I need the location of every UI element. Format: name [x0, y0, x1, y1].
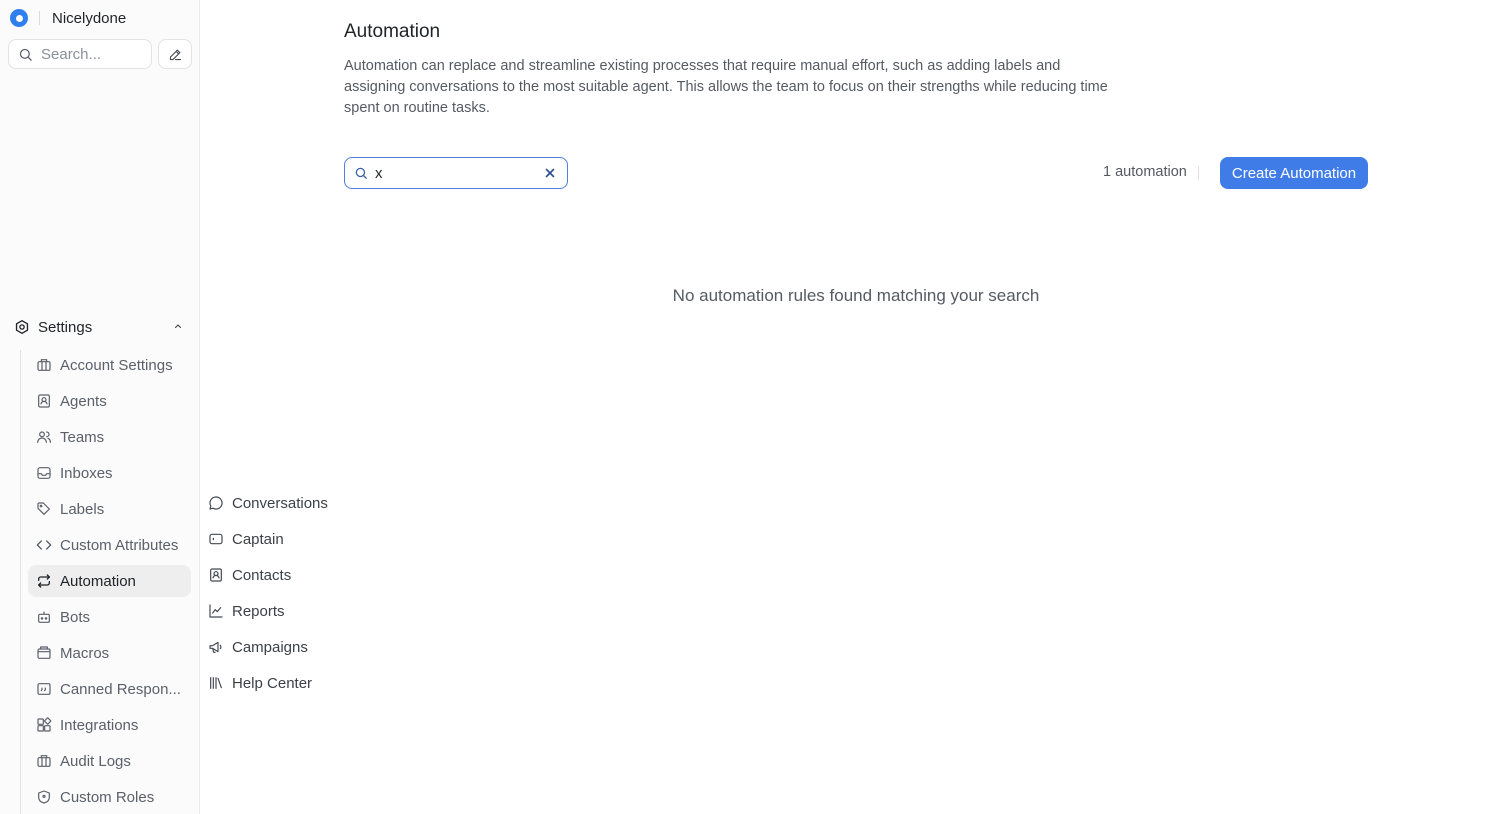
sidebar-item-label: Audit Logs — [60, 752, 131, 770]
search-icon — [354, 166, 368, 180]
automation-search[interactable] — [344, 157, 568, 189]
sidebar-item-teams[interactable] — [28, 421, 191, 453]
sidebar-item-label: Custom Roles — [60, 788, 155, 806]
compose-button[interactable] — [158, 39, 192, 69]
sidebar-item-label: Bots — [60, 608, 91, 626]
settings-tree-line — [20, 350, 21, 814]
create-automation-button[interactable]: Create Automation — [1220, 157, 1368, 189]
sidebar-item-account-settings[interactable] — [28, 349, 191, 381]
sidebar-item-label: Labels — [60, 500, 105, 518]
shield-icon — [36, 789, 52, 805]
brand-separator — [39, 11, 40, 25]
sidebar-item-custom-roles[interactable] — [28, 781, 191, 813]
gear-icon — [14, 319, 30, 335]
sidebar-item-agents[interactable] — [28, 385, 191, 417]
toolbar-divider — [1198, 166, 1199, 180]
sidebar-item-canned-responses[interactable] — [28, 673, 191, 705]
sidebar-item-inboxes[interactable] — [28, 457, 191, 489]
sidebar-item-label: Canned Respon... — [60, 680, 181, 698]
sidebar-item-labels[interactable] — [28, 493, 191, 525]
sidebar-item-label: Conversations — [232, 494, 328, 512]
sidebar-item-label: Settings — [38, 318, 93, 336]
sidebar-item-bots[interactable] — [28, 601, 191, 633]
sidebar-item-label: Captain — [232, 530, 284, 548]
pencil-icon — [168, 47, 183, 62]
audit-icon — [36, 753, 52, 769]
sidebar-item-label: Agents — [60, 392, 107, 410]
page-description: Automation can replace and streamline existing processes that require manual effort, such as adding labels and assigning conversations to the most suitable agent. This allows the team to focus on their strengths while reducing time spent on routine tasks. — [344, 58, 1108, 116]
chevron-up-icon[interactable] — [172, 320, 184, 332]
automation-search-input[interactable] — [375, 165, 525, 182]
main-content — [200, 0, 1512, 814]
sidebar-item-automation[interactable] — [28, 565, 191, 597]
integrations-icon — [36, 717, 52, 733]
sidebar-item-label: Contacts — [232, 566, 292, 584]
agent-icon — [36, 393, 52, 409]
sidebar-item-label: Macros — [60, 644, 110, 662]
sidebar-search-placeholder: Search... — [41, 45, 102, 63]
brand-logo-icon — [10, 9, 28, 27]
sidebar-item-label: Custom Attributes — [60, 536, 179, 554]
sidebar-item-label: Integrations — [60, 716, 139, 734]
sidebar-item-macros[interactable] — [28, 637, 191, 669]
users-icon — [36, 429, 52, 445]
sidebar-item-label: Campaigns — [232, 638, 308, 656]
sidebar-item-custom-attributes[interactable] — [28, 529, 191, 561]
search-icon — [18, 47, 33, 62]
sidebar-item-label: Teams — [60, 428, 105, 446]
automation-count: 1 automation — [1103, 164, 1187, 180]
sidebar-item-label: Account Settings — [60, 356, 173, 374]
code-icon — [36, 537, 52, 553]
sidebar-item-audit-logs[interactable] — [28, 745, 191, 777]
sidebar-item-integrations[interactable] — [28, 709, 191, 741]
quote-icon — [36, 681, 52, 697]
brand[interactable] — [10, 8, 126, 28]
clear-search-icon[interactable] — [543, 166, 557, 180]
briefcase-icon — [36, 357, 52, 373]
page-title: Automation — [344, 21, 441, 42]
repeat-icon — [36, 573, 52, 589]
macro-icon — [36, 645, 52, 661]
sidebar — [0, 0, 328, 814]
sidebar-item-label: Automation — [60, 572, 136, 590]
brand-name: Nicelydone — [52, 9, 127, 27]
sidebar-item-label: Help Center — [232, 674, 313, 692]
sidebar-item-settings[interactable] — [6, 312, 192, 342]
sidebar-search-input[interactable] — [8, 39, 152, 69]
tag-icon — [36, 501, 52, 517]
bot-icon — [36, 609, 52, 625]
sidebar-item-label: Reports — [232, 602, 285, 620]
empty-state-message: No automation rules found matching your search — [672, 286, 1040, 305]
inbox-icon — [36, 465, 52, 481]
sidebar-item-label: Inboxes — [60, 464, 113, 482]
